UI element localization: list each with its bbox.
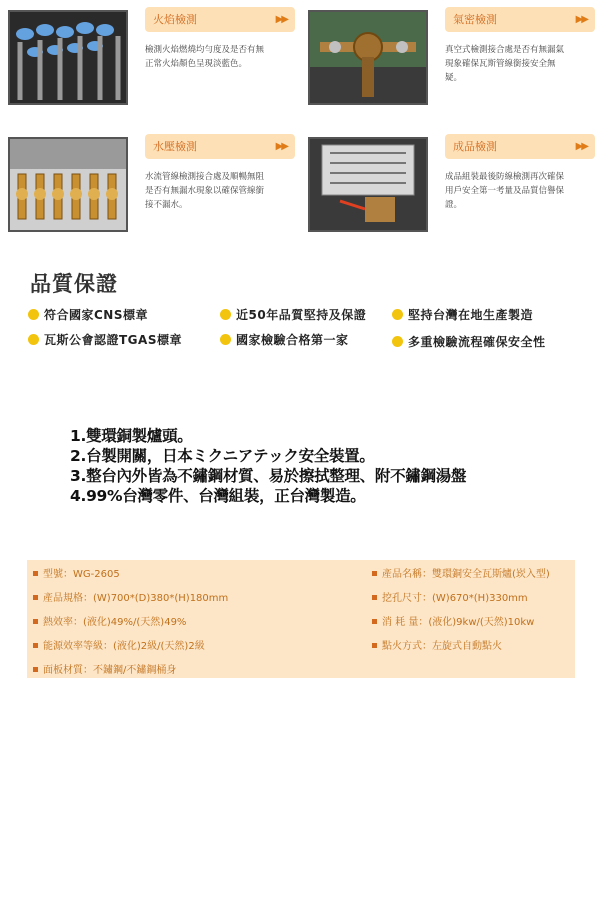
yellow-dot-icon — [28, 334, 39, 345]
flame-test-title-text: 火焰檢測 — [153, 13, 197, 26]
spec-text: 產品規格：(W)700*(D)380*(H)180mm — [43, 593, 229, 604]
product-test-desc — [445, 170, 595, 212]
product-test-title — [445, 134, 595, 159]
water-pressure-test-desc — [145, 170, 295, 212]
product-test-photo — [308, 137, 428, 232]
spec-text: 型號：WG-2605 — [43, 569, 120, 580]
quality-item-text: 符合國家CNS標章 — [44, 308, 148, 322]
quality-item-text: 近50年品質堅持及保證 — [236, 308, 367, 322]
yellow-dot-icon — [392, 336, 403, 347]
water-pressure-test-title-text: 水壓檢測 — [153, 140, 197, 153]
quality-item — [28, 331, 182, 348]
water-pressure-test-title — [145, 134, 295, 159]
feature-line: 4.99%台灣零件、台灣組裝，正台灣製造。 — [70, 487, 366, 505]
spec-text: 產品名稱：雙環銅安全瓦斯爐(崁入型) — [382, 569, 550, 580]
square-bullet-icon — [33, 619, 38, 624]
quality-item-text: 國家檢驗合格第一家 — [236, 333, 349, 347]
quality-item-text: 堅持台灣在地生產製造 — [408, 308, 534, 322]
water-pressure-test-photo — [8, 137, 128, 232]
flame-test-desc — [145, 43, 295, 71]
square-bullet-icon — [372, 595, 377, 600]
gas-valve-illustration — [310, 12, 426, 103]
square-bullet-icon — [33, 643, 38, 648]
square-bullet-icon — [33, 571, 38, 576]
quality-item — [392, 333, 546, 350]
square-bullet-icon — [33, 667, 38, 672]
double-arrow-icon: ▶▶ — [575, 141, 587, 152]
spec-efficiency — [33, 613, 186, 628]
desc-line: 成品組裝最後防線檢測再次確保 — [445, 172, 565, 182]
quality-item-text: 多重檢驗流程確保安全性 — [408, 335, 546, 349]
quality-item — [220, 331, 349, 348]
desc-line: 現象確保瓦斯管線銜接安全無 — [445, 59, 556, 69]
yellow-dot-icon — [392, 309, 403, 320]
assembled-unit-illustration — [310, 139, 426, 230]
spec-panel-material — [33, 661, 176, 676]
product-test-title-text: 成品檢測 — [453, 140, 497, 153]
quality-item — [28, 306, 148, 323]
spec-dimensions — [33, 589, 228, 604]
airtight-test-photo — [308, 10, 428, 105]
spec-text: 點火方式：左旋式自動點火 — [382, 641, 502, 652]
desc-line: 證。 — [445, 200, 463, 210]
airtight-test-title — [445, 7, 595, 32]
desc-line: 檢測火焰燃燒均勻度及是否有無 — [145, 45, 265, 55]
spec-text: 消 耗 量：(液化)9kw/(天然)10kw — [382, 617, 535, 628]
quality-item — [392, 306, 533, 323]
airtight-test-title-text: 氣密檢測 — [453, 13, 497, 26]
feature-line: 1.雙環銅製爐頭。 — [70, 427, 193, 445]
feature-line: 2.台製開關，日本ミクニアテック安全裝置。 — [70, 447, 375, 465]
spec-energy-grade — [33, 637, 205, 652]
yellow-dot-icon — [28, 309, 39, 320]
spec-product-name — [372, 565, 550, 580]
double-arrow-icon: ▶▶ — [275, 141, 287, 152]
square-bullet-icon — [33, 595, 38, 600]
double-arrow-icon: ▶▶ — [275, 14, 287, 25]
desc-line: 正常火焰顏色呈現淡藍色。 — [145, 59, 248, 69]
square-bullet-icon — [372, 619, 377, 624]
yellow-dot-icon — [220, 309, 231, 320]
spec-text: 挖孔尺寸：(W)670*(H)330mm — [382, 593, 528, 604]
spec-text: 能源效率等級：(液化)2級/(天然)2級 — [43, 641, 205, 652]
flame-burner-illustration — [10, 12, 126, 103]
spec-ignition — [372, 637, 502, 652]
desc-line: 用戶安全第一考量及品質信譽保 — [445, 186, 565, 196]
water-pipes-illustration — [10, 139, 126, 230]
flame-test-title — [145, 7, 295, 32]
quality-item-text: 瓦斯公會認證TGAS標章 — [44, 333, 182, 347]
square-bullet-icon — [372, 643, 377, 648]
desc-line: 真空式檢測接合處是否有無漏氣 — [445, 45, 565, 55]
spec-cutout-size — [372, 589, 528, 604]
desc-line: 水流管線檢測接合處及順暢無阻 — [145, 172, 265, 182]
spec-model — [33, 565, 120, 580]
airtight-test-desc — [445, 43, 595, 85]
desc-line: 接不漏水。 — [145, 200, 188, 210]
quality-item — [220, 306, 366, 323]
feature-line: 3.整台內外皆為不鏽鋼材質、易於擦拭整理、附不鏽鋼湯盤 — [70, 467, 467, 485]
double-arrow-icon: ▶▶ — [575, 14, 587, 25]
flame-test-photo — [8, 10, 128, 105]
spec-text: 面板材質：不鏽鋼/不鏽鋼桶身 — [43, 665, 177, 676]
square-bullet-icon — [372, 571, 377, 576]
spec-text: 熱效率：(液化)49%/(天然)49% — [43, 617, 187, 628]
quality-title: 品質保證 — [30, 272, 118, 296]
spec-consumption — [372, 613, 534, 628]
desc-line: 疑。 — [445, 73, 463, 83]
yellow-dot-icon — [220, 334, 231, 345]
desc-line: 是否有無漏水現象以確保管線銜 — [145, 186, 265, 196]
